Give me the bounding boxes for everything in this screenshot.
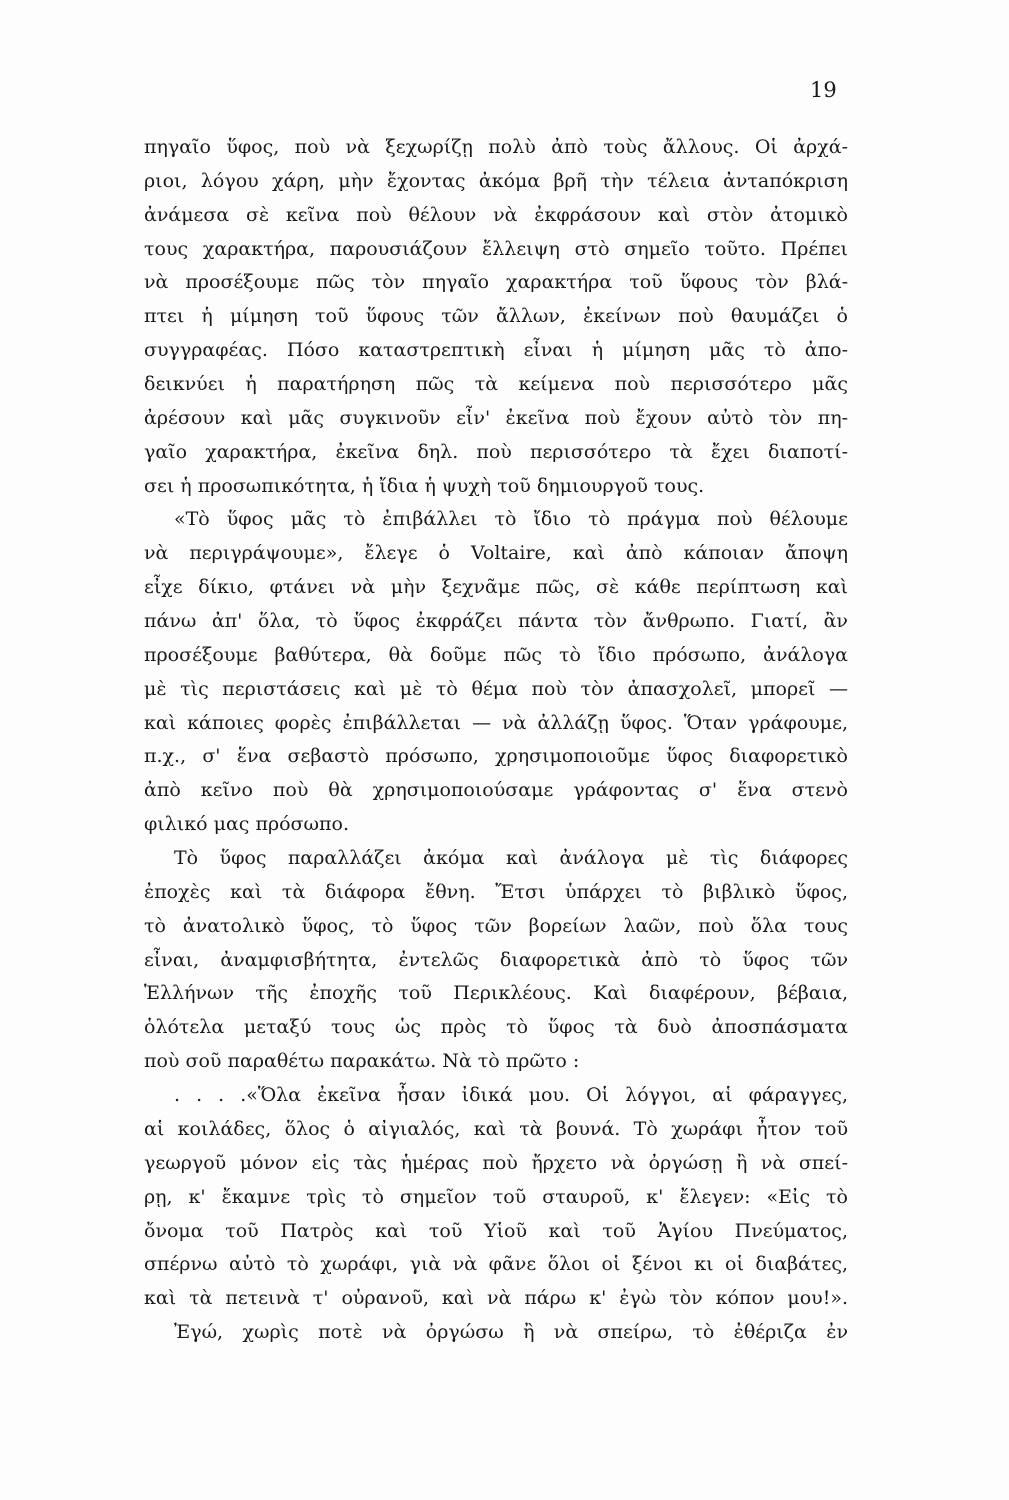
text-line: νὰ περιγράψουμε», ἔλεγε ὁ Voltaire, καὶ ἀπὸ κάποιαν ἄποψη <box>144 542 848 565</box>
text-line: . . . .«Ὅλα ἐκεῖνα ἦσαν ἰδικά μου. Οἱ λόγγοι, αἱ φάραγγες, <box>174 1084 848 1107</box>
page-number: 19 <box>810 78 837 102</box>
text-line: σει ἡ προσωπικότητα, ἡ ἴδια ἡ ψυχὴ τοῦ δημιουργοῦ τους. <box>144 474 705 497</box>
text-line: ρῃ, κ' ἔκαμνε τρὶς τὸ σημεῖον τοῦ σταυροῦ, κ' ἔλεγεν: «Εἰς τὸ <box>144 1185 848 1208</box>
text-line: π.χ., σ' ἕνα σεβαστὸ πρόσωπο, χρησιμοποιοῦμε ὕφος διαφορετικὸ <box>144 745 848 768</box>
text-line: μὲ τὶς περιστάσεις καὶ μὲ τὸ θέμα ποὺ τὸν ἀπασχολεῖ, μπορεῖ — <box>144 677 848 700</box>
text-line: συγγραφέας. Πόσο καταστρεπτικὴ εἶναι ἡ μίμηση μᾶς τὸ ἀπο- <box>144 339 848 362</box>
text-line: καὶ κάποιες φορὲς ἐπιβάλλεται — νὰ ἀλλάζῃ ὕφος. Ὅταν γράφουμε, <box>144 711 848 734</box>
body-text <box>144 131 848 1350</box>
text-line: γεωργοῦ μόνον εἰς τὰς ἡμέρας ποὺ ἤρχετο νὰ ὀργώσῃ ἢ νὰ σπεί- <box>144 1151 848 1174</box>
text-line: πτει ἡ μίμηση τοῦ ὕφους τῶν ἄλλων, ἐκείνων ποὺ θαυμάζει ὁ <box>144 305 848 328</box>
text-line: τὸ ἀνατολικὸ ὕφος, τὸ ὕφος τῶν βορείων λαῶν, ποὺ ὅλα τους <box>144 914 848 937</box>
text-line: ποὺ σοῦ παραθέτω παρακάτω. Νὰ τὸ πρῶτο : <box>144 1050 580 1073</box>
text-line: ὁλότελα μεταξύ τους ὡς πρὸς τὸ ὕφος τὰ δυὸ ἀποσπάσματα <box>144 1016 848 1039</box>
text-line: νὰ προσέξουμε πῶς τὸν πηγαῖο χαρακτήρα τοῦ ὕφους τὸν βλά- <box>144 271 848 294</box>
text-line: Ἑλλήνων τῆς ἐποχῆς τοῦ Περικλέους. Καὶ διαφέρουν, βέβαια, <box>144 982 848 1005</box>
text-line: ἀνάμεσα σὲ κεῖνα ποὺ θέλουν νὰ ἐκφράσουν καὶ στὸν ἀτομικὸ <box>144 203 848 226</box>
text-line: φιλικό μας πρόσωπο. <box>144 813 349 836</box>
text-line: πηγαῖο ὕφος, ποὺ νὰ ξεχωρίζῃ πολὺ ἀπὸ τοὺς ἄλλους. Οἱ ἀρχά- <box>144 136 848 158</box>
text-line: ὄνομα τοῦ Πατρὸς καὶ τοῦ Υἱοῦ καὶ τοῦ Ἁγίου Πνεύματος, <box>144 1219 848 1242</box>
text-line: γαῖο χαρακτήρα, ἐκεῖνα δηλ. ποὺ περισσότερο τὰ ἔχει διαποτί- <box>144 440 848 463</box>
text-line: ἐποχὲς καὶ τὰ διάφορα ἔθνη. Ἔτσι ὑπάρχει τὸ βιβλικὸ ὕφος, <box>144 880 848 903</box>
text-line: ἀπὸ κεῖνο ποὺ θὰ χρησιμοποιούσαμε γράφοντας σ' ἕνα στενὸ <box>144 779 848 802</box>
text-line: ριοι, λόγου χάρη, μὴν ἔχοντας ἀκόμα βρῆ τὴν τέλεια ἀντaπόκριση <box>144 169 848 192</box>
text-line: Τὸ ὕφος παραλλάζει ἀκόμα καὶ ἀνάλογα μὲ τὶς διάφορες <box>174 847 848 870</box>
text-line: δεικνύει ἡ παρατήρηση πῶς τὰ κείμενα ποὺ περισσότερο μᾶς <box>144 373 848 396</box>
text-line: εἶχε δίκιο, φτάνει νὰ μὴν ξεχνᾶμε πῶς, σὲ κάθε περίπτωση καὶ <box>144 576 848 599</box>
text-line: Ἐγώ, χωρὶς ποτὲ νὰ ὀργώσω ἢ νὰ σπείρω, τὸ ἐθέριζα ἐν <box>174 1321 848 1344</box>
text-line: ἀρέσουν καὶ μᾶς συγκινοῦν εἶν' ἐκεῖνα ποὺ ἔχουν αὐτὸ τὸν πη- <box>144 406 848 429</box>
text-line: καὶ τὰ πετεινὰ τ' οὐρανοῦ, καὶ νὰ πάρω κ' ἐγὼ τὸν κόπον μου!». <box>144 1287 848 1310</box>
text-line: εἶναι, ἀναμφισβήτητα, ἐντελῶς διαφορετικὰ ἀπὸ τὸ ὕφος τῶν <box>144 948 848 971</box>
text-line: σπέρνω αὐτὸ τὸ χωράφι, γιὰ νὰ φᾶνε ὅλοι οἱ ξένοι κι οἱ διαβάτες, <box>144 1253 848 1276</box>
text-line: προσέξουμε βαθύτερα, θὰ δοῦμε πῶς τὸ ἴδιο πρόσωπο, ἀνάλογα <box>144 643 848 666</box>
text-line: «Τὸ ὕφος μᾶς τὸ ἐπιβάλλει τὸ ἴδιο τὸ πράγμα ποὺ θέλουμε <box>174 508 848 531</box>
text-line: αἱ κοιλάδες, ὅλος ὁ αἰγιαλός, καὶ τὰ βουνά. Τὸ χωράφι ἦτον τοῦ <box>144 1117 848 1140</box>
text-line: πάνω ἀπ' ὅλα, τὸ ὕφος ἐκφράζει πάντα τὸν ἄνθρωπο. Γιατί, ἂν <box>144 610 848 633</box>
text-line: τους χαρακτήρα, παρουσιάζουν ἔλλειψη στὸ σημεῖο τοῦτο. Πρέπει <box>144 237 848 260</box>
